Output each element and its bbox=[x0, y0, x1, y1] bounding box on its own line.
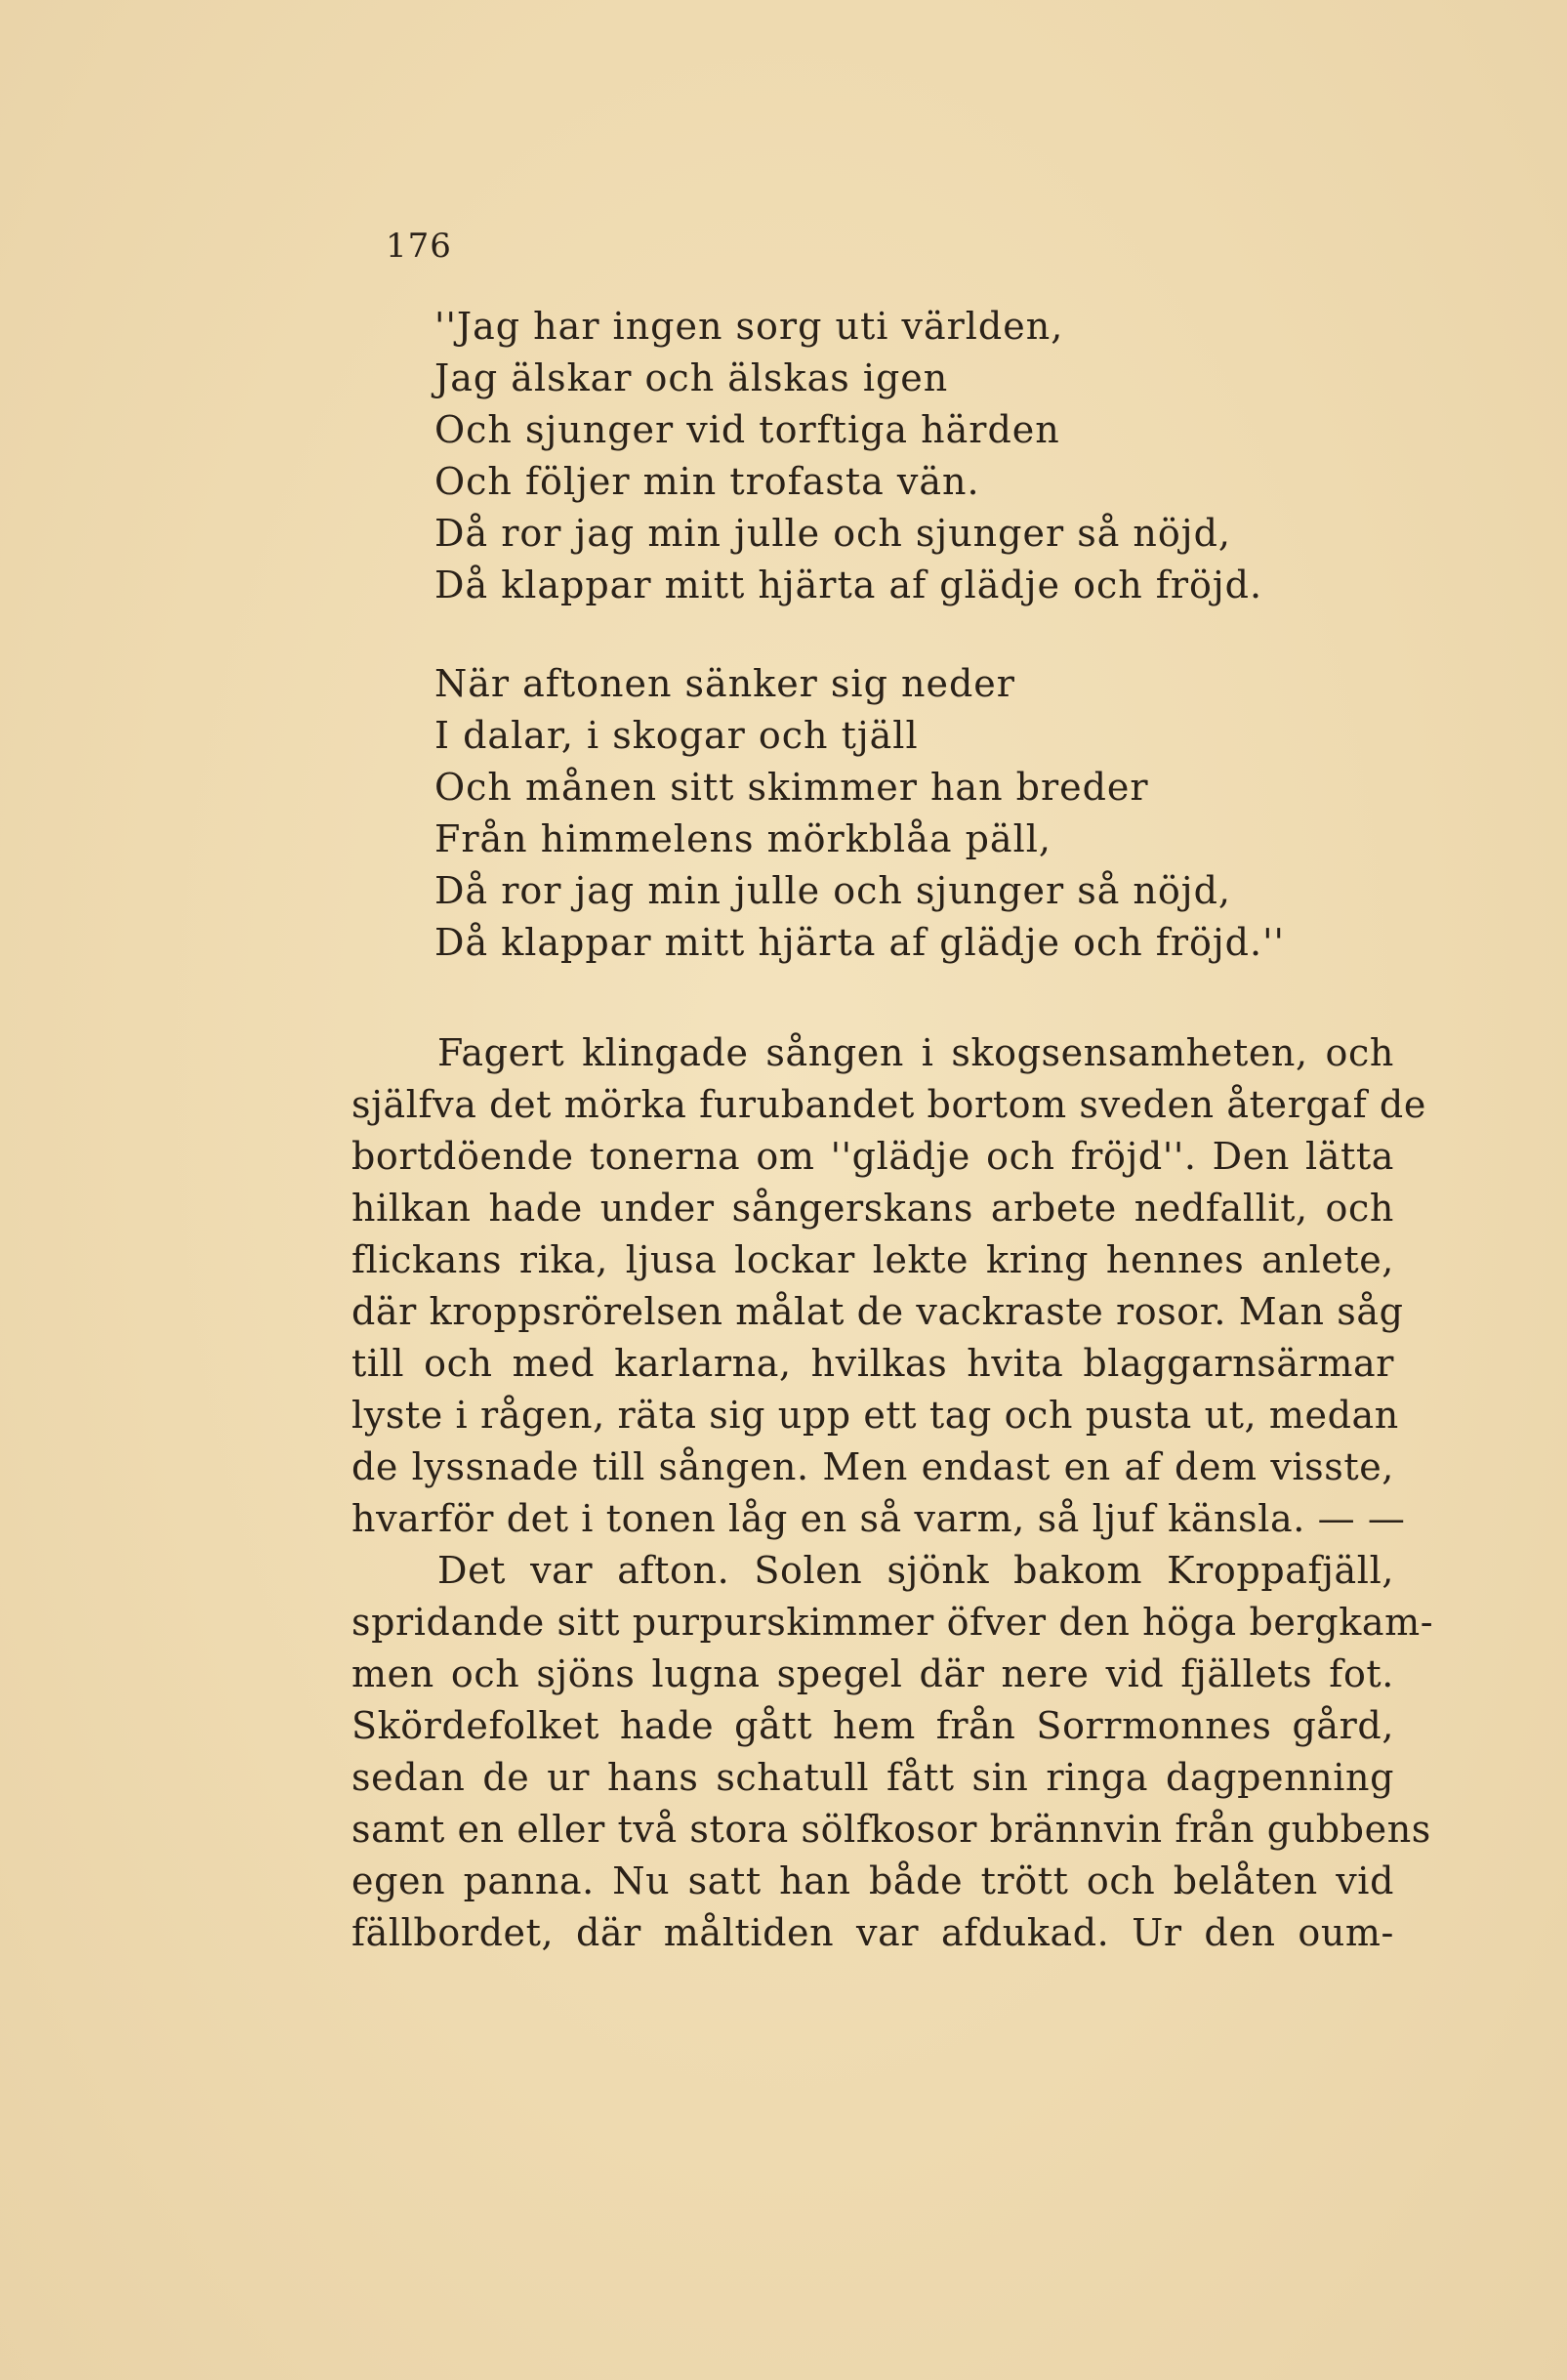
poem-line: I dalar, i skogar och tjäll bbox=[434, 714, 919, 757]
poem-line: ''Jag har ingen sorg uti världen, bbox=[434, 305, 1064, 348]
prose-line: bortdöende tonerna om ''glädje och fröjd''. Den lätta bbox=[351, 1135, 1394, 1178]
poem-line: Då ror jag min julle och sjunger så nöjd, bbox=[434, 512, 1231, 555]
poem bbox=[434, 301, 1460, 969]
poem-line: När aftonen sänker sig neder bbox=[434, 662, 1015, 705]
prose-line: spridande sitt purpurskimmer öfver den höga bergkam- bbox=[351, 1601, 1434, 1644]
prose-line: lyste i rågen, räta sig upp ett tag och pusta ut, medan bbox=[351, 1394, 1399, 1437]
poem-stanza-2 bbox=[434, 658, 1460, 969]
prose-line: till och med karlarna, hvilkas hvita blaggarnsärmar bbox=[351, 1342, 1394, 1385]
poem-line: Jag älskar och älskas igen bbox=[434, 356, 949, 399]
prose-line: sedan de ur hans schatull fått sin ringa dagpenning bbox=[351, 1756, 1394, 1799]
poem-line: Då ror jag min julle och sjunger så nöjd, bbox=[434, 869, 1231, 912]
prose-line: men och sjöns lugna spegel där nere vid fjällets fot. bbox=[351, 1652, 1394, 1695]
page-number: 176 bbox=[386, 227, 452, 266]
prose-line: hilkan hade under sångerskans arbete nedfallit, och bbox=[351, 1187, 1394, 1230]
poem-line: Och månen sitt skimmer han breder bbox=[434, 766, 1149, 809]
poem-stanza-1 bbox=[434, 301, 1460, 611]
poem-line: Och följer min trofasta vän. bbox=[434, 460, 980, 503]
prose-line: Skördefolket hade gått hem från Sorrmonnes gård, bbox=[351, 1704, 1394, 1747]
prose-line: flickans rika, ljusa lockar lekte kring hennes anlete, bbox=[351, 1238, 1394, 1281]
prose-line: samt en eller två stora sölfkosor brännvin från gubbens bbox=[351, 1808, 1431, 1851]
prose-text bbox=[351, 1027, 1434, 1959]
poem-line: Då klappar mitt hjärta af glädje och fröjd. bbox=[434, 564, 1263, 606]
prose-line: de lyssnade till sången. Men endast en af dem visste, bbox=[351, 1445, 1394, 1488]
prose-line: hvarför det i tonen låg en så varm, så ljuf känsla. — — bbox=[351, 1497, 1406, 1540]
poem-line: Och sjunger vid torftiga härden bbox=[434, 408, 1060, 451]
prose-line: fällbordet, där måltiden var afdukad. Ur den oum- bbox=[351, 1911, 1394, 1954]
poem-line: Från himmelens mörkblåa päll, bbox=[434, 817, 1052, 860]
prose-line: Det var afton. Solen sjönk bakom Kroppafjäll, bbox=[437, 1549, 1394, 1592]
prose-line: Fagert klingade sången i skogsensamheten, och bbox=[437, 1031, 1394, 1074]
prose-line: själfva det mörka furubandet bortom sveden återgaf de bbox=[351, 1083, 1426, 1126]
poem-line: Då klappar mitt hjärta af glädje och fröjd.'' bbox=[434, 921, 1285, 964]
prose-line: där kroppsrörelsen målat de vackraste rosor. Man såg bbox=[351, 1290, 1404, 1333]
prose-line: egen panna. Nu satt han både trött och belåten vid bbox=[351, 1859, 1394, 1902]
